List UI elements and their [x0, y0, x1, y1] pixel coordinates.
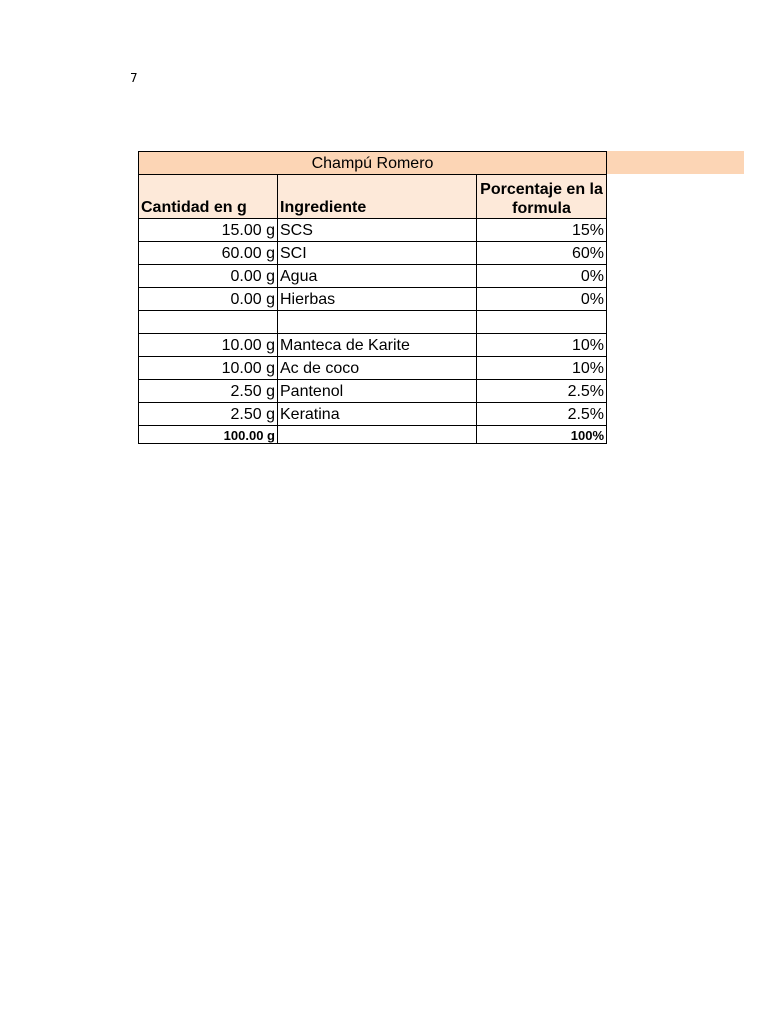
- total-percentage-cell[interactable]: 100%: [477, 426, 607, 444]
- total-row: [139, 426, 607, 444]
- percentage-cell[interactable]: 60%: [477, 242, 607, 265]
- header-ingredient[interactable]: Ingrediente: [278, 175, 477, 219]
- total-ingredient-cell[interactable]: [278, 426, 477, 444]
- header-quantity[interactable]: Cantidad en g: [139, 175, 278, 219]
- percentage-cell[interactable]: 10%: [477, 357, 607, 380]
- quantity-cell[interactable]: 10.00 g: [139, 357, 278, 380]
- header-percentage[interactable]: Porcentaje en la formula: [477, 175, 607, 219]
- table-row: [139, 265, 607, 288]
- ingredient-cell[interactable]: Pantenol: [278, 380, 477, 403]
- quantity-cell[interactable]: 60.00 g: [139, 242, 278, 265]
- percentage-cell[interactable]: 2.5%: [477, 403, 607, 426]
- quantity-cell[interactable]: 0.00 g: [139, 288, 278, 311]
- quantity-cell[interactable]: 15.00 g: [139, 219, 278, 242]
- quantity-cell[interactable]: [139, 311, 278, 334]
- header-row: [139, 175, 607, 219]
- percentage-cell[interactable]: 10%: [477, 334, 607, 357]
- table-row: [139, 334, 607, 357]
- table-row: [139, 380, 607, 403]
- table-row: [139, 357, 607, 380]
- ingredient-cell[interactable]: SCI: [278, 242, 477, 265]
- ingredient-cell[interactable]: Hierbas: [278, 288, 477, 311]
- ingredient-cell[interactable]: Agua: [278, 265, 477, 288]
- table-row-empty: [139, 311, 607, 334]
- percentage-cell[interactable]: [477, 311, 607, 334]
- ingredient-cell[interactable]: Manteca de Karite: [278, 334, 477, 357]
- table-row: [139, 288, 607, 311]
- percentage-cell[interactable]: 0%: [477, 288, 607, 311]
- percentage-cell[interactable]: 15%: [477, 219, 607, 242]
- ingredient-cell[interactable]: Keratina: [278, 403, 477, 426]
- quantity-cell[interactable]: 2.50 g: [139, 380, 278, 403]
- table-title[interactable]: Champú Romero: [139, 152, 607, 175]
- table-row: [139, 219, 607, 242]
- table-row: [139, 242, 607, 265]
- table-row: [139, 403, 607, 426]
- ingredient-cell[interactable]: [278, 311, 477, 334]
- recipe-table: [138, 151, 607, 444]
- percentage-cell[interactable]: 2.5%: [477, 380, 607, 403]
- quantity-cell[interactable]: 10.00 g: [139, 334, 278, 357]
- ingredient-cell[interactable]: SCS: [278, 219, 477, 242]
- title-row: [139, 152, 607, 175]
- quantity-cell[interactable]: 2.50 g: [139, 403, 278, 426]
- percentage-cell[interactable]: 0%: [477, 265, 607, 288]
- total-quantity-cell[interactable]: 100.00 g: [139, 426, 278, 444]
- quantity-cell[interactable]: 0.00 g: [139, 265, 278, 288]
- page-number: 7: [130, 71, 138, 85]
- ingredient-cell[interactable]: Ac de coco: [278, 357, 477, 380]
